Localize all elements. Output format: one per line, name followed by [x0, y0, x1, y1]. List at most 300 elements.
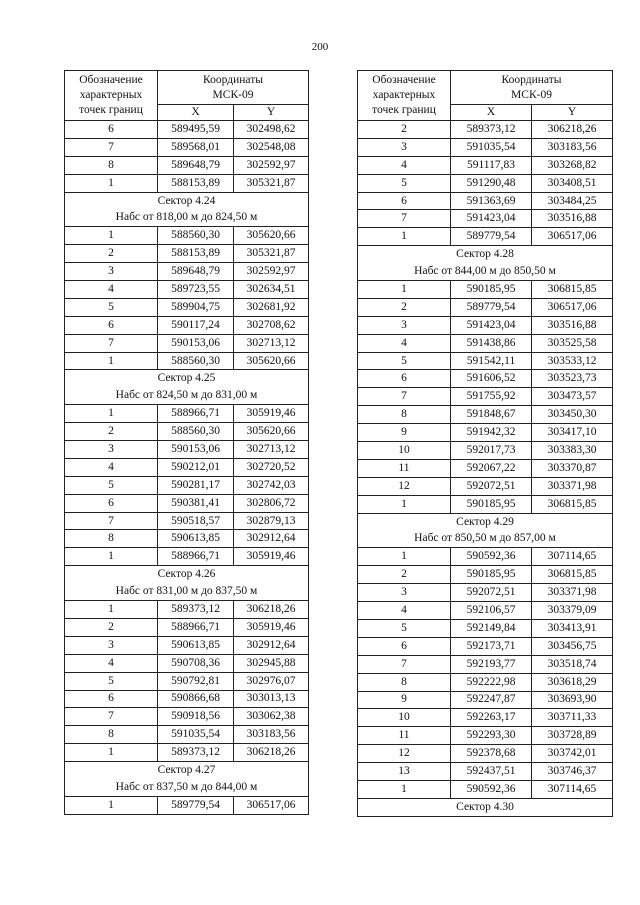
point-cell: 8	[358, 406, 451, 424]
y-coordinate-cell: 305321,87	[234, 245, 309, 263]
x-coordinate-cell: 591035,54	[158, 726, 234, 744]
header-line: Обозначение	[372, 74, 436, 86]
table-row	[358, 709, 613, 727]
sector-title-row	[65, 566, 309, 583]
x-coordinate-cell: 590592,36	[451, 548, 532, 566]
sector-title: Сектор 4.24	[65, 192, 309, 209]
header-point-designation	[358, 71, 451, 121]
sector-title: Сектор 4.25	[65, 370, 309, 387]
sector-height-row	[65, 387, 309, 404]
table-row	[358, 138, 613, 156]
point-cell: 1	[358, 780, 451, 798]
point-cell: 6	[65, 121, 158, 139]
header-line: МСК-09	[511, 89, 552, 101]
y-coordinate-cell: 302912,64	[234, 636, 309, 654]
point-cell: 4	[358, 602, 451, 620]
y-coordinate-cell: 303516,88	[532, 316, 613, 334]
y-coordinate-cell: 303183,56	[532, 138, 613, 156]
header-line: характерных	[79, 89, 143, 101]
x-coordinate-cell: 591423,04	[451, 316, 532, 334]
table-row	[65, 744, 309, 762]
table-row	[65, 298, 309, 316]
table-row	[65, 726, 309, 744]
x-coordinate-cell: 592072,51	[451, 477, 532, 495]
x-coordinate-cell: 588966,71	[158, 405, 234, 423]
x-coordinate-cell: 591942,32	[451, 424, 532, 442]
table-row	[358, 334, 613, 352]
y-coordinate-cell: 303516,88	[532, 210, 613, 228]
x-coordinate-cell: 588153,89	[158, 174, 234, 192]
sector-title: Сектор 4.27	[65, 762, 309, 779]
table-body-right	[358, 121, 613, 817]
table-body-left	[65, 121, 309, 815]
x-coordinate-cell: 588560,30	[158, 352, 234, 370]
x-coordinate-cell: 590613,85	[158, 530, 234, 548]
table-row	[358, 281, 613, 299]
table-row	[358, 459, 613, 477]
point-cell: 6	[358, 192, 451, 210]
point-cell: 7	[358, 210, 451, 228]
x-coordinate-cell: 591438,86	[451, 334, 532, 352]
sector-height-row	[65, 209, 309, 226]
y-coordinate-cell: 306218,26	[532, 121, 613, 139]
table-row	[65, 156, 309, 174]
x-coordinate-cell: 589723,55	[158, 281, 234, 299]
y-coordinate-cell: 302912,64	[234, 530, 309, 548]
point-cell: 1	[65, 174, 158, 192]
point-cell: 2	[65, 618, 158, 636]
sector-height-range: Набс от 818,00 м до 824,50 м	[65, 209, 309, 226]
x-coordinate-cell: 590153,06	[158, 334, 234, 352]
x-coordinate-cell: 590212,01	[158, 458, 234, 476]
point-cell: 3	[358, 138, 451, 156]
table-row	[358, 602, 613, 620]
y-coordinate-cell: 303523,73	[532, 370, 613, 388]
sector-title: Сектор 4.29	[358, 513, 613, 530]
y-coordinate-cell: 302945,88	[234, 654, 309, 672]
table-row	[358, 655, 613, 673]
table-row	[358, 156, 613, 174]
x-coordinate-cell: 591606,52	[451, 370, 532, 388]
x-coordinate-cell: 588560,30	[158, 227, 234, 245]
point-cell: 2	[358, 298, 451, 316]
x-coordinate-cell: 589373,12	[451, 121, 532, 139]
point-cell: 4	[358, 334, 451, 352]
page-number: 200	[311, 41, 329, 53]
table-row	[358, 780, 613, 798]
x-coordinate-cell: 591363,69	[451, 192, 532, 210]
y-coordinate-cell: 306517,06	[532, 228, 613, 246]
table-row	[358, 192, 613, 210]
x-coordinate-cell: 592149,84	[451, 619, 532, 637]
y-coordinate-cell: 303268,82	[532, 156, 613, 174]
header-line: Координаты	[501, 74, 562, 86]
table-row	[65, 121, 309, 139]
point-cell: 10	[358, 709, 451, 727]
table-row	[65, 512, 309, 530]
point-cell: 3	[65, 441, 158, 459]
header-y: Y	[532, 105, 613, 121]
table-row	[65, 636, 309, 654]
table-row	[358, 477, 613, 495]
table-row	[65, 654, 309, 672]
table-row	[358, 673, 613, 691]
table-row	[358, 388, 613, 406]
point-cell: 6	[65, 316, 158, 334]
point-cell: 7	[358, 655, 451, 673]
point-cell: 4	[65, 654, 158, 672]
y-coordinate-cell: 307114,65	[532, 548, 613, 566]
point-cell: 1	[65, 548, 158, 566]
point-cell: 3	[65, 636, 158, 654]
header-line: Координаты	[203, 74, 263, 86]
y-coordinate-cell: 303183,56	[234, 726, 309, 744]
sector-title-row	[358, 513, 613, 530]
point-cell: 8	[65, 530, 158, 548]
table-row	[358, 352, 613, 370]
table-row	[65, 530, 309, 548]
x-coordinate-cell: 590153,06	[158, 441, 234, 459]
y-coordinate-cell: 303013,13	[234, 690, 309, 708]
x-coordinate-cell: 591035,54	[451, 138, 532, 156]
table-row	[358, 584, 613, 602]
point-cell: 1	[65, 405, 158, 423]
table-row	[65, 423, 309, 441]
y-coordinate-cell: 302713,12	[234, 441, 309, 459]
point-cell: 3	[358, 316, 451, 334]
x-coordinate-cell: 591117,83	[451, 156, 532, 174]
point-cell: 13	[358, 763, 451, 781]
sector-height-row	[358, 530, 613, 547]
table-row	[65, 458, 309, 476]
x-coordinate-cell: 591848,67	[451, 406, 532, 424]
table-row	[65, 441, 309, 459]
table-row	[65, 405, 309, 423]
point-cell: 1	[65, 227, 158, 245]
table-row	[358, 763, 613, 781]
y-coordinate-cell: 302592,97	[234, 263, 309, 281]
point-cell: 1	[65, 744, 158, 762]
table-row	[358, 566, 613, 584]
y-coordinate-cell: 306815,85	[532, 281, 613, 299]
y-coordinate-cell: 302592,97	[234, 156, 309, 174]
y-coordinate-cell: 303742,01	[532, 745, 613, 763]
y-coordinate-cell: 303525,58	[532, 334, 613, 352]
point-cell: 6	[358, 637, 451, 655]
y-coordinate-cell: 303413,91	[532, 619, 613, 637]
point-cell: 4	[358, 156, 451, 174]
point-cell: 9	[358, 691, 451, 709]
sector-height-range: Набс от 831,00 м до 837,50 м	[65, 583, 309, 600]
y-coordinate-cell: 302720,52	[234, 458, 309, 476]
x-coordinate-cell: 589495,59	[158, 121, 234, 139]
table-row	[65, 708, 309, 726]
x-coordinate-cell: 591755,92	[451, 388, 532, 406]
table-row	[358, 442, 613, 460]
point-cell: 5	[65, 298, 158, 316]
sector-height-range: Набс от 824,50 м до 831,00 м	[65, 387, 309, 404]
table-row	[65, 796, 309, 814]
sector-title-row	[65, 192, 309, 209]
point-cell: 3	[358, 584, 451, 602]
sector-height-row	[65, 779, 309, 796]
x-coordinate-cell: 589779,54	[158, 796, 234, 814]
x-coordinate-cell: 589648,79	[158, 263, 234, 281]
header-x: X	[451, 105, 532, 121]
point-cell: 1	[358, 495, 451, 513]
table-row	[65, 548, 309, 566]
table-row	[65, 618, 309, 636]
point-cell: 7	[65, 708, 158, 726]
table-header	[358, 71, 613, 121]
x-coordinate-cell: 590866,68	[158, 690, 234, 708]
y-coordinate-cell: 305620,66	[234, 227, 309, 245]
point-cell: 1	[65, 352, 158, 370]
x-coordinate-cell: 592263,17	[451, 709, 532, 727]
point-cell: 8	[65, 156, 158, 174]
y-coordinate-cell: 303728,89	[532, 727, 613, 745]
x-coordinate-cell: 589904,75	[158, 298, 234, 316]
x-coordinate-cell: 590918,56	[158, 708, 234, 726]
y-coordinate-cell: 303518,74	[532, 655, 613, 673]
table-row	[358, 637, 613, 655]
y-coordinate-cell: 303533,12	[532, 352, 613, 370]
table-row	[65, 334, 309, 352]
table-row	[65, 174, 309, 192]
table-row	[65, 672, 309, 690]
x-coordinate-cell: 592173,71	[451, 637, 532, 655]
sector-height-row	[65, 583, 309, 600]
y-coordinate-cell: 303371,98	[532, 584, 613, 602]
point-cell: 1	[358, 281, 451, 299]
table-header	[65, 71, 309, 121]
y-coordinate-cell: 302976,07	[234, 672, 309, 690]
x-coordinate-cell: 589779,54	[451, 228, 532, 246]
sector-title-row	[358, 246, 613, 263]
y-coordinate-cell: 302548,08	[234, 138, 309, 156]
y-coordinate-cell: 302713,12	[234, 334, 309, 352]
x-coordinate-cell: 588966,71	[158, 548, 234, 566]
point-cell: 2	[65, 423, 158, 441]
point-cell: 1	[65, 796, 158, 814]
point-cell: 10	[358, 442, 451, 460]
header-y: Y	[234, 105, 309, 121]
table-row	[65, 601, 309, 619]
table-row	[65, 352, 309, 370]
x-coordinate-cell: 592437,51	[451, 763, 532, 781]
x-coordinate-cell: 590592,36	[451, 780, 532, 798]
x-coordinate-cell: 588560,30	[158, 423, 234, 441]
y-coordinate-cell: 303371,98	[532, 477, 613, 495]
y-coordinate-cell: 303484,25	[532, 192, 613, 210]
x-coordinate-cell: 590185,95	[451, 495, 532, 513]
table-row	[358, 406, 613, 424]
x-coordinate-cell: 590518,57	[158, 512, 234, 530]
x-coordinate-cell: 590281,17	[158, 476, 234, 494]
x-coordinate-cell: 592106,57	[451, 602, 532, 620]
x-coordinate-cell: 589648,79	[158, 156, 234, 174]
x-coordinate-cell: 589373,12	[158, 744, 234, 762]
table-row	[65, 245, 309, 263]
y-coordinate-cell: 302708,62	[234, 316, 309, 334]
y-coordinate-cell: 302879,13	[234, 512, 309, 530]
sector-title: Сектор 4.26	[65, 566, 309, 583]
sector-title-row	[65, 370, 309, 387]
sector-height-range: Набс от 850,50 м до 857,00 м	[358, 530, 613, 547]
y-coordinate-cell: 303379,09	[532, 602, 613, 620]
table-row	[358, 210, 613, 228]
y-coordinate-cell: 302742,03	[234, 476, 309, 494]
y-coordinate-cell: 305321,87	[234, 174, 309, 192]
x-coordinate-cell: 588966,71	[158, 618, 234, 636]
point-cell: 3	[65, 263, 158, 281]
point-cell: 2	[358, 566, 451, 584]
table-row	[65, 690, 309, 708]
y-coordinate-cell: 306517,06	[532, 298, 613, 316]
x-coordinate-cell: 591542,11	[451, 352, 532, 370]
table-row	[65, 281, 309, 299]
point-cell: 7	[358, 388, 451, 406]
sector-height-row	[358, 263, 613, 280]
sector-title-row	[358, 798, 613, 816]
table-row	[358, 745, 613, 763]
y-coordinate-cell: 303456,75	[532, 637, 613, 655]
point-cell: 1	[358, 548, 451, 566]
table-row	[65, 227, 309, 245]
x-coordinate-cell: 591290,48	[451, 174, 532, 192]
x-coordinate-cell: 592222,98	[451, 673, 532, 691]
table-row	[358, 370, 613, 388]
y-coordinate-cell: 303062,38	[234, 708, 309, 726]
y-coordinate-cell: 303618,29	[532, 673, 613, 691]
header-point-designation	[65, 71, 158, 121]
table-row	[358, 548, 613, 566]
table-row	[358, 228, 613, 246]
point-cell: 2	[65, 245, 158, 263]
point-cell: 9	[358, 424, 451, 442]
point-cell: 5	[65, 476, 158, 494]
header-x: X	[158, 105, 234, 121]
x-coordinate-cell: 592193,77	[451, 655, 532, 673]
y-coordinate-cell: 306517,06	[234, 796, 309, 814]
x-coordinate-cell: 592067,22	[451, 459, 532, 477]
point-cell: 11	[358, 727, 451, 745]
x-coordinate-cell: 592017,73	[451, 442, 532, 460]
x-coordinate-cell: 592293,30	[451, 727, 532, 745]
y-coordinate-cell: 303450,30	[532, 406, 613, 424]
x-coordinate-cell: 589568,01	[158, 138, 234, 156]
point-cell: 1	[358, 228, 451, 246]
y-coordinate-cell: 305919,46	[234, 405, 309, 423]
point-cell: 12	[358, 745, 451, 763]
table-row	[358, 174, 613, 192]
coordinates-table-right	[357, 70, 613, 817]
table-row	[358, 298, 613, 316]
y-coordinate-cell: 306218,26	[234, 601, 309, 619]
y-coordinate-cell: 303408,51	[532, 174, 613, 192]
table-row	[358, 619, 613, 637]
y-coordinate-cell: 305620,66	[234, 352, 309, 370]
x-coordinate-cell: 592072,51	[451, 584, 532, 602]
point-cell: 7	[65, 512, 158, 530]
y-coordinate-cell: 302681,92	[234, 298, 309, 316]
x-coordinate-cell: 590708,36	[158, 654, 234, 672]
table-row	[65, 263, 309, 281]
point-cell: 2	[358, 121, 451, 139]
header-line: МСК-09	[212, 89, 254, 101]
y-coordinate-cell: 306218,26	[234, 744, 309, 762]
header-coordinates	[158, 71, 309, 105]
x-coordinate-cell: 592378,68	[451, 745, 532, 763]
table-row	[65, 138, 309, 156]
x-coordinate-cell: 589779,54	[451, 298, 532, 316]
point-cell: 4	[65, 281, 158, 299]
x-coordinate-cell: 590792,81	[158, 672, 234, 690]
table-row	[65, 316, 309, 334]
header-line: характерных	[372, 89, 436, 101]
x-coordinate-cell: 590613,85	[158, 636, 234, 654]
table-row	[358, 424, 613, 442]
y-coordinate-cell: 307114,65	[532, 780, 613, 798]
x-coordinate-cell: 590381,41	[158, 494, 234, 512]
table-row	[65, 476, 309, 494]
y-coordinate-cell: 302498,62	[234, 121, 309, 139]
x-coordinate-cell: 591423,04	[451, 210, 532, 228]
point-cell: 12	[358, 477, 451, 495]
sector-height-range: Набс от 844,00 м до 850,50 м	[358, 263, 613, 280]
point-cell: 5	[65, 672, 158, 690]
point-cell: 8	[65, 726, 158, 744]
y-coordinate-cell: 305919,46	[234, 618, 309, 636]
y-coordinate-cell: 303473,57	[532, 388, 613, 406]
table-row	[358, 121, 613, 139]
y-coordinate-cell: 302806,72	[234, 494, 309, 512]
sector-height-range: Набс от 837,50 м до 844,00 м	[65, 779, 309, 796]
point-cell: 1	[65, 601, 158, 619]
x-coordinate-cell: 590185,95	[451, 281, 532, 299]
header-line: точек границ	[79, 104, 143, 116]
y-coordinate-cell: 303370,87	[532, 459, 613, 477]
point-cell: 5	[358, 352, 451, 370]
table-row	[358, 691, 613, 709]
point-cell: 5	[358, 174, 451, 192]
table-row	[358, 495, 613, 513]
point-cell: 8	[358, 673, 451, 691]
point-cell: 6	[65, 690, 158, 708]
point-cell: 6	[358, 370, 451, 388]
y-coordinate-cell: 302634,51	[234, 281, 309, 299]
header-line: Обозначение	[79, 74, 143, 86]
sector-title: Сектор 4.30	[358, 798, 613, 816]
x-coordinate-cell: 590117,24	[158, 316, 234, 334]
y-coordinate-cell: 303746,37	[532, 763, 613, 781]
y-coordinate-cell: 303693,90	[532, 691, 613, 709]
table-row	[358, 316, 613, 334]
y-coordinate-cell: 306815,85	[532, 566, 613, 584]
table-row	[65, 494, 309, 512]
y-coordinate-cell: 303383,30	[532, 442, 613, 460]
point-cell: 7	[65, 138, 158, 156]
header-line: точек границ	[372, 104, 436, 116]
header-coordinates	[451, 71, 613, 105]
sector-title-row	[65, 762, 309, 779]
table-row	[358, 727, 613, 745]
point-cell: 6	[65, 494, 158, 512]
y-coordinate-cell: 305919,46	[234, 548, 309, 566]
point-cell: 7	[65, 334, 158, 352]
y-coordinate-cell: 303417,10	[532, 424, 613, 442]
sector-title: Сектор 4.28	[358, 246, 613, 263]
